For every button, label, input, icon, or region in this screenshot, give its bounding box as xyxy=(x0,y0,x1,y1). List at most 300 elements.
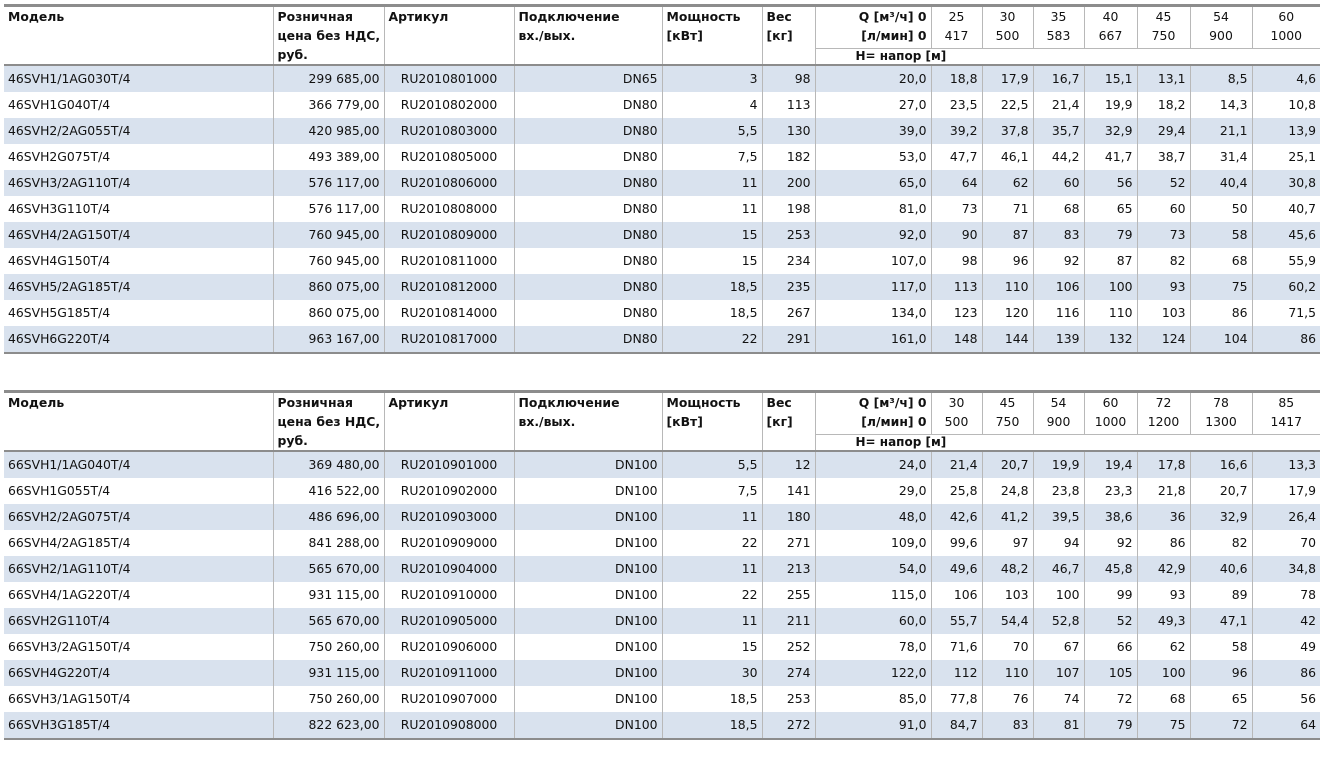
cell-head-zero-flow: 20,0 xyxy=(815,65,931,92)
cell-power: 15 xyxy=(662,222,762,248)
cell-connection: DN80 xyxy=(514,92,662,118)
cell-head: 148 xyxy=(931,326,982,353)
cell-head: 15,1 xyxy=(1084,65,1137,92)
table-row xyxy=(4,608,1320,634)
cell-article: RU2010905000 xyxy=(384,608,514,634)
cell-head: 65 xyxy=(1084,196,1137,222)
cell-head: 38,7 xyxy=(1137,144,1190,170)
cell-head: 25,1 xyxy=(1288,149,1316,164)
table-row xyxy=(4,92,1320,118)
cell-head: 21,4 xyxy=(1033,92,1084,118)
cell-head: 87 xyxy=(1084,248,1137,274)
cell-price: 369 480,00 xyxy=(273,451,384,478)
cell-head: 64 xyxy=(1252,712,1320,739)
cell-connection: DN100 xyxy=(514,504,662,530)
cell-head: 86 xyxy=(1137,530,1190,556)
cell-article: RU2010812000 xyxy=(384,274,514,300)
table-row xyxy=(4,170,1320,196)
cell-price: 486 696,00 xyxy=(273,504,384,530)
cell-weight: 182 xyxy=(762,144,815,170)
header-flow-point xyxy=(1190,392,1252,435)
cell-head: 106 xyxy=(931,582,982,608)
cell-head: 72 xyxy=(1190,712,1252,739)
cell-head-zero-flow: 109,0 xyxy=(815,530,931,556)
cell-article: RU2010911000 xyxy=(384,660,514,686)
cell-head: 105 xyxy=(1084,660,1137,686)
cell-connection: DN100 xyxy=(514,582,662,608)
header-flow-m3-label: Q [м³/ч] 0 xyxy=(858,9,927,24)
cell-head: 60,2 xyxy=(1252,274,1320,300)
cell-head-zero-flow: 92,0 xyxy=(815,222,931,248)
cell-connection: DN80 xyxy=(514,222,662,248)
cell-price: 860 075,00 xyxy=(273,300,384,326)
cell-price: 576 117,00 xyxy=(273,170,384,196)
cell-connection: DN80 xyxy=(514,170,662,196)
cell-price: 366 779,00 xyxy=(273,92,384,118)
header-flow-label xyxy=(815,6,931,49)
cell-head: 31,4 xyxy=(1190,144,1252,170)
cell-power: 22 xyxy=(662,530,762,556)
flow-lmin-value: 750 xyxy=(1151,28,1176,43)
cell-model: 46SVH5G185T/4 xyxy=(4,300,273,326)
cell-model: 66SVH4G220T/4 xyxy=(4,660,273,686)
cell-head: 21,4 xyxy=(931,451,982,478)
table-row xyxy=(4,504,1320,530)
cell-head: 76 xyxy=(982,686,1033,712)
flow-m3-value: 85 xyxy=(1278,395,1295,410)
cell-weight: 98 xyxy=(762,65,815,92)
cell-power: 18,5 xyxy=(662,686,762,712)
cell-connection: DN100 xyxy=(514,608,662,634)
header-weight xyxy=(762,392,815,452)
header-price-line: Розничная xyxy=(277,9,353,24)
cell-head: 92 xyxy=(1033,248,1084,274)
cell-head: 71,5 xyxy=(1288,305,1316,320)
cell-connection: DN80 xyxy=(514,248,662,274)
header-article: Артикул xyxy=(384,6,514,66)
cell-head: 98 xyxy=(931,248,982,274)
header-connection xyxy=(514,6,662,66)
flow-lmin-value: 1417 xyxy=(1270,414,1303,429)
cell-head: 17,8 xyxy=(1137,451,1190,478)
cell-weight: 211 xyxy=(762,608,815,634)
cell-head: 18,2 xyxy=(1137,92,1190,118)
cell-head: 100 xyxy=(1084,274,1137,300)
cell-connection: DN100 xyxy=(514,712,662,739)
cell-head: 52 xyxy=(1137,170,1190,196)
cell-head: 113 xyxy=(931,274,982,300)
cell-head: 94 xyxy=(1033,530,1084,556)
cell-head: 70 xyxy=(1300,535,1316,550)
cell-head: 41,2 xyxy=(982,504,1033,530)
cell-model: 66SVH3G185T/4 xyxy=(4,712,273,739)
cell-article: RU2010907000 xyxy=(384,686,514,712)
header-flow-point xyxy=(1252,392,1320,435)
cell-head: 120 xyxy=(982,300,1033,326)
cell-article: RU2010906000 xyxy=(384,634,514,660)
cell-head: 10,8 xyxy=(1288,97,1316,112)
cell-head: 100 xyxy=(1137,660,1190,686)
header-power-line: [кВт] xyxy=(666,414,703,429)
cell-head: 68 xyxy=(1137,686,1190,712)
cell-head: 34,8 xyxy=(1252,556,1320,582)
cell-head-zero-flow: 24,0 xyxy=(815,451,931,478)
cell-article: RU2010910000 xyxy=(384,582,514,608)
cell-head: 17,9 xyxy=(982,65,1033,92)
cell-head: 41,7 xyxy=(1084,144,1137,170)
cell-head: 78 xyxy=(1300,587,1316,602)
cell-head-zero-flow: 65,0 xyxy=(815,170,931,196)
cell-head: 44,2 xyxy=(1033,144,1084,170)
cell-head-zero-flow: 53,0 xyxy=(815,144,931,170)
cell-head: 139 xyxy=(1033,326,1084,353)
table-row xyxy=(4,556,1320,582)
flow-m3-value: 78 xyxy=(1213,395,1229,410)
cell-head: 97 xyxy=(982,530,1033,556)
header-power-line: [кВт] xyxy=(666,28,703,43)
cell-head: 124 xyxy=(1137,326,1190,353)
cell-head: 92 xyxy=(1084,530,1137,556)
cell-article: RU2010908000 xyxy=(384,712,514,739)
cell-head: 123 xyxy=(931,300,982,326)
cell-head: 47,1 xyxy=(1190,608,1252,634)
cell-head: 73 xyxy=(1137,222,1190,248)
flow-m3-value: 60 xyxy=(1278,9,1295,24)
flow-lmin-value: 583 xyxy=(1046,28,1071,43)
flow-lmin-value: 500 xyxy=(995,28,1020,43)
cell-weight: 267 xyxy=(762,300,815,326)
cell-head: 16,7 xyxy=(1033,65,1084,92)
cell-head: 19,9 xyxy=(1084,92,1137,118)
cell-connection: DN100 xyxy=(514,556,662,582)
cell-head-zero-flow: 39,0 xyxy=(815,118,931,144)
cell-head-zero-flow: 81,0 xyxy=(815,196,931,222)
cell-power: 4 xyxy=(662,92,762,118)
cell-head: 39,5 xyxy=(1033,504,1084,530)
table-row xyxy=(4,634,1320,660)
cell-head: 93 xyxy=(1137,274,1190,300)
cell-weight: 180 xyxy=(762,504,815,530)
cell-head: 23,5 xyxy=(931,92,982,118)
cell-weight: 200 xyxy=(762,170,815,196)
cell-head: 54,4 xyxy=(982,608,1033,634)
cell-connection: DN80 xyxy=(514,274,662,300)
cell-article: RU2010903000 xyxy=(384,504,514,530)
cell-price: 841 288,00 xyxy=(273,530,384,556)
table-row xyxy=(4,451,1320,478)
cell-head: 66 xyxy=(1084,634,1137,660)
cell-price: 493 389,00 xyxy=(273,144,384,170)
cell-weight: 12 xyxy=(762,451,815,478)
header-row xyxy=(4,392,1320,435)
cell-price: 750 260,00 xyxy=(273,634,384,660)
cell-head: 103 xyxy=(982,582,1033,608)
cell-head: 83 xyxy=(982,712,1033,739)
cell-head: 77,8 xyxy=(931,686,982,712)
cell-model: 46SVH6G220T/4 xyxy=(4,326,273,353)
table-row xyxy=(4,300,1320,326)
cell-power: 7,5 xyxy=(662,144,762,170)
cell-head: 144 xyxy=(982,326,1033,353)
flow-m3-value: 72 xyxy=(1155,395,1172,410)
cell-head: 79 xyxy=(1084,712,1137,739)
cell-head-zero-flow: 48,0 xyxy=(815,504,931,530)
flow-lmin-value: 1200 xyxy=(1147,414,1180,429)
cell-article: RU2010817000 xyxy=(384,326,514,353)
cell-power: 11 xyxy=(662,196,762,222)
cell-article: RU2010805000 xyxy=(384,144,514,170)
header-power xyxy=(662,392,762,452)
cell-head-zero-flow: 91,0 xyxy=(815,712,931,739)
cell-head: 32,9 xyxy=(1190,504,1252,530)
header-flow-m3-label: Q [м³/ч] 0 xyxy=(858,395,927,410)
table-row xyxy=(4,582,1320,608)
cell-head: 60 xyxy=(1137,196,1190,222)
cell-head: 112 xyxy=(931,660,982,686)
cell-head: 17,9 xyxy=(1288,483,1316,498)
cell-power: 30 xyxy=(662,660,762,686)
cell-weight: 213 xyxy=(762,556,815,582)
cell-article: RU2010802000 xyxy=(384,92,514,118)
cell-head: 99 xyxy=(1084,582,1137,608)
cell-model: 66SVH2/1AG110T/4 xyxy=(4,556,273,582)
cell-article: RU2010904000 xyxy=(384,556,514,582)
cell-power: 11 xyxy=(662,504,762,530)
header-weight-line: Вес xyxy=(766,395,792,410)
table-row xyxy=(4,478,1320,504)
cell-head: 64 xyxy=(931,170,982,196)
cell-article: RU2010814000 xyxy=(384,300,514,326)
cell-head: 75 xyxy=(1137,712,1190,739)
cell-head: 132 xyxy=(1084,326,1137,353)
cell-head: 79 xyxy=(1084,222,1137,248)
cell-head: 24,8 xyxy=(982,478,1033,504)
header-flow-point xyxy=(982,6,1033,49)
table-row xyxy=(4,118,1320,144)
cell-model: 46SVH5/2AG185T/4 xyxy=(4,274,273,300)
cell-head: 49,6 xyxy=(931,556,982,582)
cell-head: 20,7 xyxy=(1190,478,1252,504)
cell-article: RU2010902000 xyxy=(384,478,514,504)
table-row xyxy=(4,222,1320,248)
cell-head: 60 xyxy=(1033,170,1084,196)
header-price xyxy=(273,392,384,452)
cell-price: 299 685,00 xyxy=(273,65,384,92)
flow-m3-value: 45 xyxy=(999,395,1016,410)
cell-price: 760 945,00 xyxy=(273,222,384,248)
cell-head: 13,9 xyxy=(1252,118,1320,144)
cell-power: 11 xyxy=(662,170,762,196)
cell-head: 106 xyxy=(1033,274,1084,300)
cell-model: 66SVH4/2AG185T/4 xyxy=(4,530,273,556)
flow-m3-value: 40 xyxy=(1102,9,1119,24)
cell-head: 40,6 xyxy=(1190,556,1252,582)
cell-head: 26,4 xyxy=(1252,504,1320,530)
cell-head: 116 xyxy=(1033,300,1084,326)
flow-lmin-value: 900 xyxy=(1046,414,1071,429)
header-price-line: цена без НДС, xyxy=(277,414,381,429)
cell-head: 71,6 xyxy=(931,634,982,660)
cell-power: 5,5 xyxy=(662,451,762,478)
cell-head: 23,3 xyxy=(1084,478,1137,504)
header-price-line: цена без НДС, xyxy=(277,28,381,43)
cell-head: 23,8 xyxy=(1033,478,1084,504)
cell-head: 16,6 xyxy=(1190,451,1252,478)
cell-head: 21,8 xyxy=(1137,478,1190,504)
table-row xyxy=(4,65,1320,92)
cell-head: 4,6 xyxy=(1252,65,1320,92)
cell-power: 18,5 xyxy=(662,300,762,326)
cell-head: 82 xyxy=(1190,530,1252,556)
header-flow-lmin-label: [л/мин] 0 xyxy=(861,28,927,43)
cell-weight: 253 xyxy=(762,222,815,248)
cell-price: 576 117,00 xyxy=(273,196,384,222)
header-connection-line: вх./вых. xyxy=(518,414,576,429)
cell-power: 7,5 xyxy=(662,478,762,504)
cell-head: 110 xyxy=(982,660,1033,686)
flow-m3-value: 60 xyxy=(1102,395,1119,410)
cell-head-zero-flow: 78,0 xyxy=(815,634,931,660)
cell-head: 107 xyxy=(1033,660,1084,686)
cell-model: 46SVH3G110T/4 xyxy=(4,196,273,222)
cell-connection: DN100 xyxy=(514,530,662,556)
flow-m3-value: 30 xyxy=(999,9,1016,24)
cell-connection: DN100 xyxy=(514,451,662,478)
header-connection xyxy=(514,392,662,452)
cell-weight: 234 xyxy=(762,248,815,274)
cell-connection: DN100 xyxy=(514,634,662,660)
cell-head: 48,2 xyxy=(982,556,1033,582)
header-power-line: Мощность xyxy=(666,9,741,24)
cell-head: 89 xyxy=(1190,582,1252,608)
cell-head-zero-flow: 134,0 xyxy=(815,300,931,326)
cell-head: 42,6 xyxy=(931,504,982,530)
cell-head: 56 xyxy=(1300,691,1316,706)
cell-head: 58 xyxy=(1190,222,1252,248)
flow-lmin-value: 667 xyxy=(1098,28,1123,43)
cell-power: 3 xyxy=(662,65,762,92)
table-row xyxy=(4,712,1320,739)
header-weight-line: Вес xyxy=(766,9,792,24)
cell-head: 39,2 xyxy=(931,118,982,144)
cell-head: 55,9 xyxy=(1288,253,1316,268)
cell-model: 46SVH3/2AG110T/4 xyxy=(4,170,273,196)
cell-connection: DN100 xyxy=(514,660,662,686)
header-flow-point xyxy=(1137,6,1190,49)
cell-head: 21,1 xyxy=(1190,118,1252,144)
cell-head: 55,7 xyxy=(931,608,982,634)
cell-head: 37,8 xyxy=(982,118,1033,144)
cell-model: 46SVH2G075T/4 xyxy=(4,144,273,170)
flow-lmin-value: 500 xyxy=(944,414,969,429)
cell-head: 19,4 xyxy=(1084,451,1137,478)
cell-head: 52 xyxy=(1084,608,1137,634)
flow-m3-value: 35 xyxy=(1050,9,1067,24)
cell-head-zero-flow: 60,0 xyxy=(815,608,931,634)
cell-article: RU2010809000 xyxy=(384,222,514,248)
cell-connection: DN65 xyxy=(514,65,662,92)
cell-connection: DN100 xyxy=(514,478,662,504)
cell-weight: 235 xyxy=(762,274,815,300)
cell-head: 42 xyxy=(1252,608,1320,634)
table-row xyxy=(4,326,1320,353)
header-price xyxy=(273,6,384,66)
table-row xyxy=(4,530,1320,556)
table-row xyxy=(4,660,1320,686)
cell-power: 22 xyxy=(662,582,762,608)
cell-power: 5,5 xyxy=(662,118,762,144)
cell-price: 963 167,00 xyxy=(273,326,384,353)
cell-power: 18,5 xyxy=(662,712,762,739)
cell-weight: 253 xyxy=(762,686,815,712)
cell-head: 35,7 xyxy=(1033,118,1084,144)
cell-head: 46,1 xyxy=(982,144,1033,170)
cell-model: 66SVH4/1AG220T/4 xyxy=(4,582,273,608)
cell-head: 46,7 xyxy=(1033,556,1084,582)
cell-price: 420 985,00 xyxy=(273,118,384,144)
cell-power: 15 xyxy=(662,248,762,274)
cell-head-zero-flow: 122,0 xyxy=(815,660,931,686)
cell-article: RU2010909000 xyxy=(384,530,514,556)
table-row xyxy=(4,144,1320,170)
cell-head: 49 xyxy=(1300,639,1316,654)
cell-head-zero-flow: 107,0 xyxy=(815,248,931,274)
cell-weight: 291 xyxy=(762,326,815,353)
cell-head: 68 xyxy=(1190,248,1252,274)
cell-head: 86 xyxy=(1252,326,1320,353)
cell-connection: DN80 xyxy=(514,144,662,170)
flow-m3-value: 54 xyxy=(1050,395,1067,410)
cell-article: RU2010808000 xyxy=(384,196,514,222)
header-head-label: H= напор [м] xyxy=(815,49,1320,66)
cell-head: 71 xyxy=(982,196,1033,222)
cell-head-zero-flow: 161,0 xyxy=(815,326,931,353)
header-price-line: руб. xyxy=(277,47,308,62)
header-connection-line: вх./вых. xyxy=(518,28,576,43)
cell-price: 565 670,00 xyxy=(273,608,384,634)
cell-head: 47,7 xyxy=(931,144,982,170)
table-row xyxy=(4,686,1320,712)
cell-article: RU2010806000 xyxy=(384,170,514,196)
header-flow-point xyxy=(931,392,982,435)
header-flow-point xyxy=(1190,6,1252,49)
cell-model: 46SVH1G040T/4 xyxy=(4,92,273,118)
header-head-label: H= напор [м] xyxy=(815,435,1320,452)
cell-head-zero-flow: 29,0 xyxy=(815,478,931,504)
header-power-line: Мощность xyxy=(666,395,741,410)
cell-head: 86 xyxy=(1190,300,1252,326)
cell-head-zero-flow: 85,0 xyxy=(815,686,931,712)
cell-weight: 252 xyxy=(762,634,815,660)
cell-price: 750 260,00 xyxy=(273,686,384,712)
flow-lmin-value: 417 xyxy=(944,28,969,43)
cell-head: 58 xyxy=(1190,634,1252,660)
cell-head: 19,9 xyxy=(1033,451,1084,478)
cell-head: 70 xyxy=(982,634,1033,660)
cell-head: 22,5 xyxy=(982,92,1033,118)
header-flow-point xyxy=(1084,392,1137,435)
cell-head: 36 xyxy=(1137,504,1190,530)
header-flow-label xyxy=(815,392,931,435)
cell-head: 20,7 xyxy=(982,451,1033,478)
cell-head: 13,3 xyxy=(1252,451,1320,478)
cell-head: 29,4 xyxy=(1137,118,1190,144)
cell-head: 30,8 xyxy=(1252,170,1320,196)
cell-head-zero-flow: 27,0 xyxy=(815,92,931,118)
cell-connection: DN80 xyxy=(514,118,662,144)
cell-head: 45,8 xyxy=(1084,556,1137,582)
cell-model: 46SVH4G150T/4 xyxy=(4,248,273,274)
